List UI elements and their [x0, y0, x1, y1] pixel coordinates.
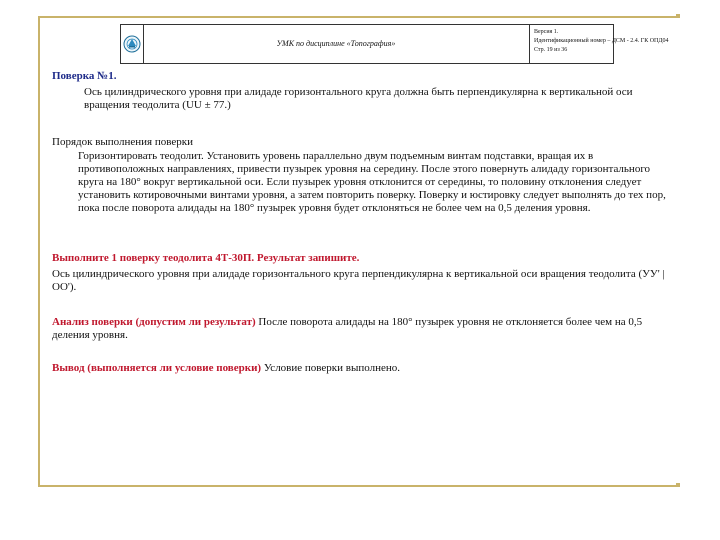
document-header: [120, 24, 669, 64]
analysis-label: Анализ поверки (допустим ли результат): [52, 316, 256, 328]
procedure-block: [52, 150, 672, 215]
procedure-title: Порядок выполнения поверки: [52, 136, 193, 148]
university-emblem-icon: [121, 25, 143, 63]
top-rule-tick: [676, 14, 680, 17]
bottom-rule: [38, 485, 680, 487]
left-rule: [38, 16, 40, 486]
conclusion-text: Условие поверки выполнено.: [263, 362, 400, 374]
analysis-paragraph: [52, 316, 672, 342]
header-meta-cell: [530, 25, 669, 63]
conclusion-label: Вывод (выполняется ли условие поверки): [52, 362, 262, 374]
header-center-cell: [143, 25, 530, 63]
top-rule: [38, 16, 680, 18]
task-result: Ось цилиндрического уровня при алидаде горизонтального круга перпендикулярна к вертикальной оси вращения теодолита (УУ' | ОО').: [52, 268, 665, 293]
condition-text: Ось цилиндрического уровня при алидаде горизонтального круга должна быть перпендикулярна к вертикальной оси вращения теодолита (UU ± 77.): [84, 86, 633, 111]
header-logo-cell: [121, 25, 144, 63]
id-number-label: Идентификационный номер – ДСМ - 2.4. ГК ОПД04: [534, 38, 669, 44]
course-title: УМК по дисциплине «Топография»: [276, 39, 396, 48]
task-label: Выполните 1 поверку теодолита 4Т-30П. Результат запишите.: [52, 252, 360, 264]
bottom-rule-tick: [676, 483, 680, 486]
version-label: Версия 1.: [534, 29, 559, 35]
page-label: Стр. 19 из 36: [534, 47, 568, 53]
check-condition: [52, 86, 672, 112]
analysis-text: После поворота алидады на 180° пузырек уровня не отклоняется более чем на 0,5 деления уровня.: [52, 316, 643, 341]
check-title: Поверка №1.: [52, 70, 117, 82]
procedure-text: Горизонтировать теодолит. Установить уровень параллельно двум подъемным винтам подставки, вращая их в противоположных направлениях, привести пузырек уровня на середину. После этого повернуть алидаду горизонтального круга на 180° вокруг вертикальной оси. Если пузырек уровня отклонится от середины, то половину отклонения следует установить котировочными винтами уровня, а затем повторить поверку. Поверку и юстировку следует выполнять до тех пор, пока после поворота алидады на 180° пузырек уровня будет отклоняться не более чем на 0,5 деления уровня.: [78, 150, 666, 214]
conclusion-paragraph: [52, 362, 672, 375]
